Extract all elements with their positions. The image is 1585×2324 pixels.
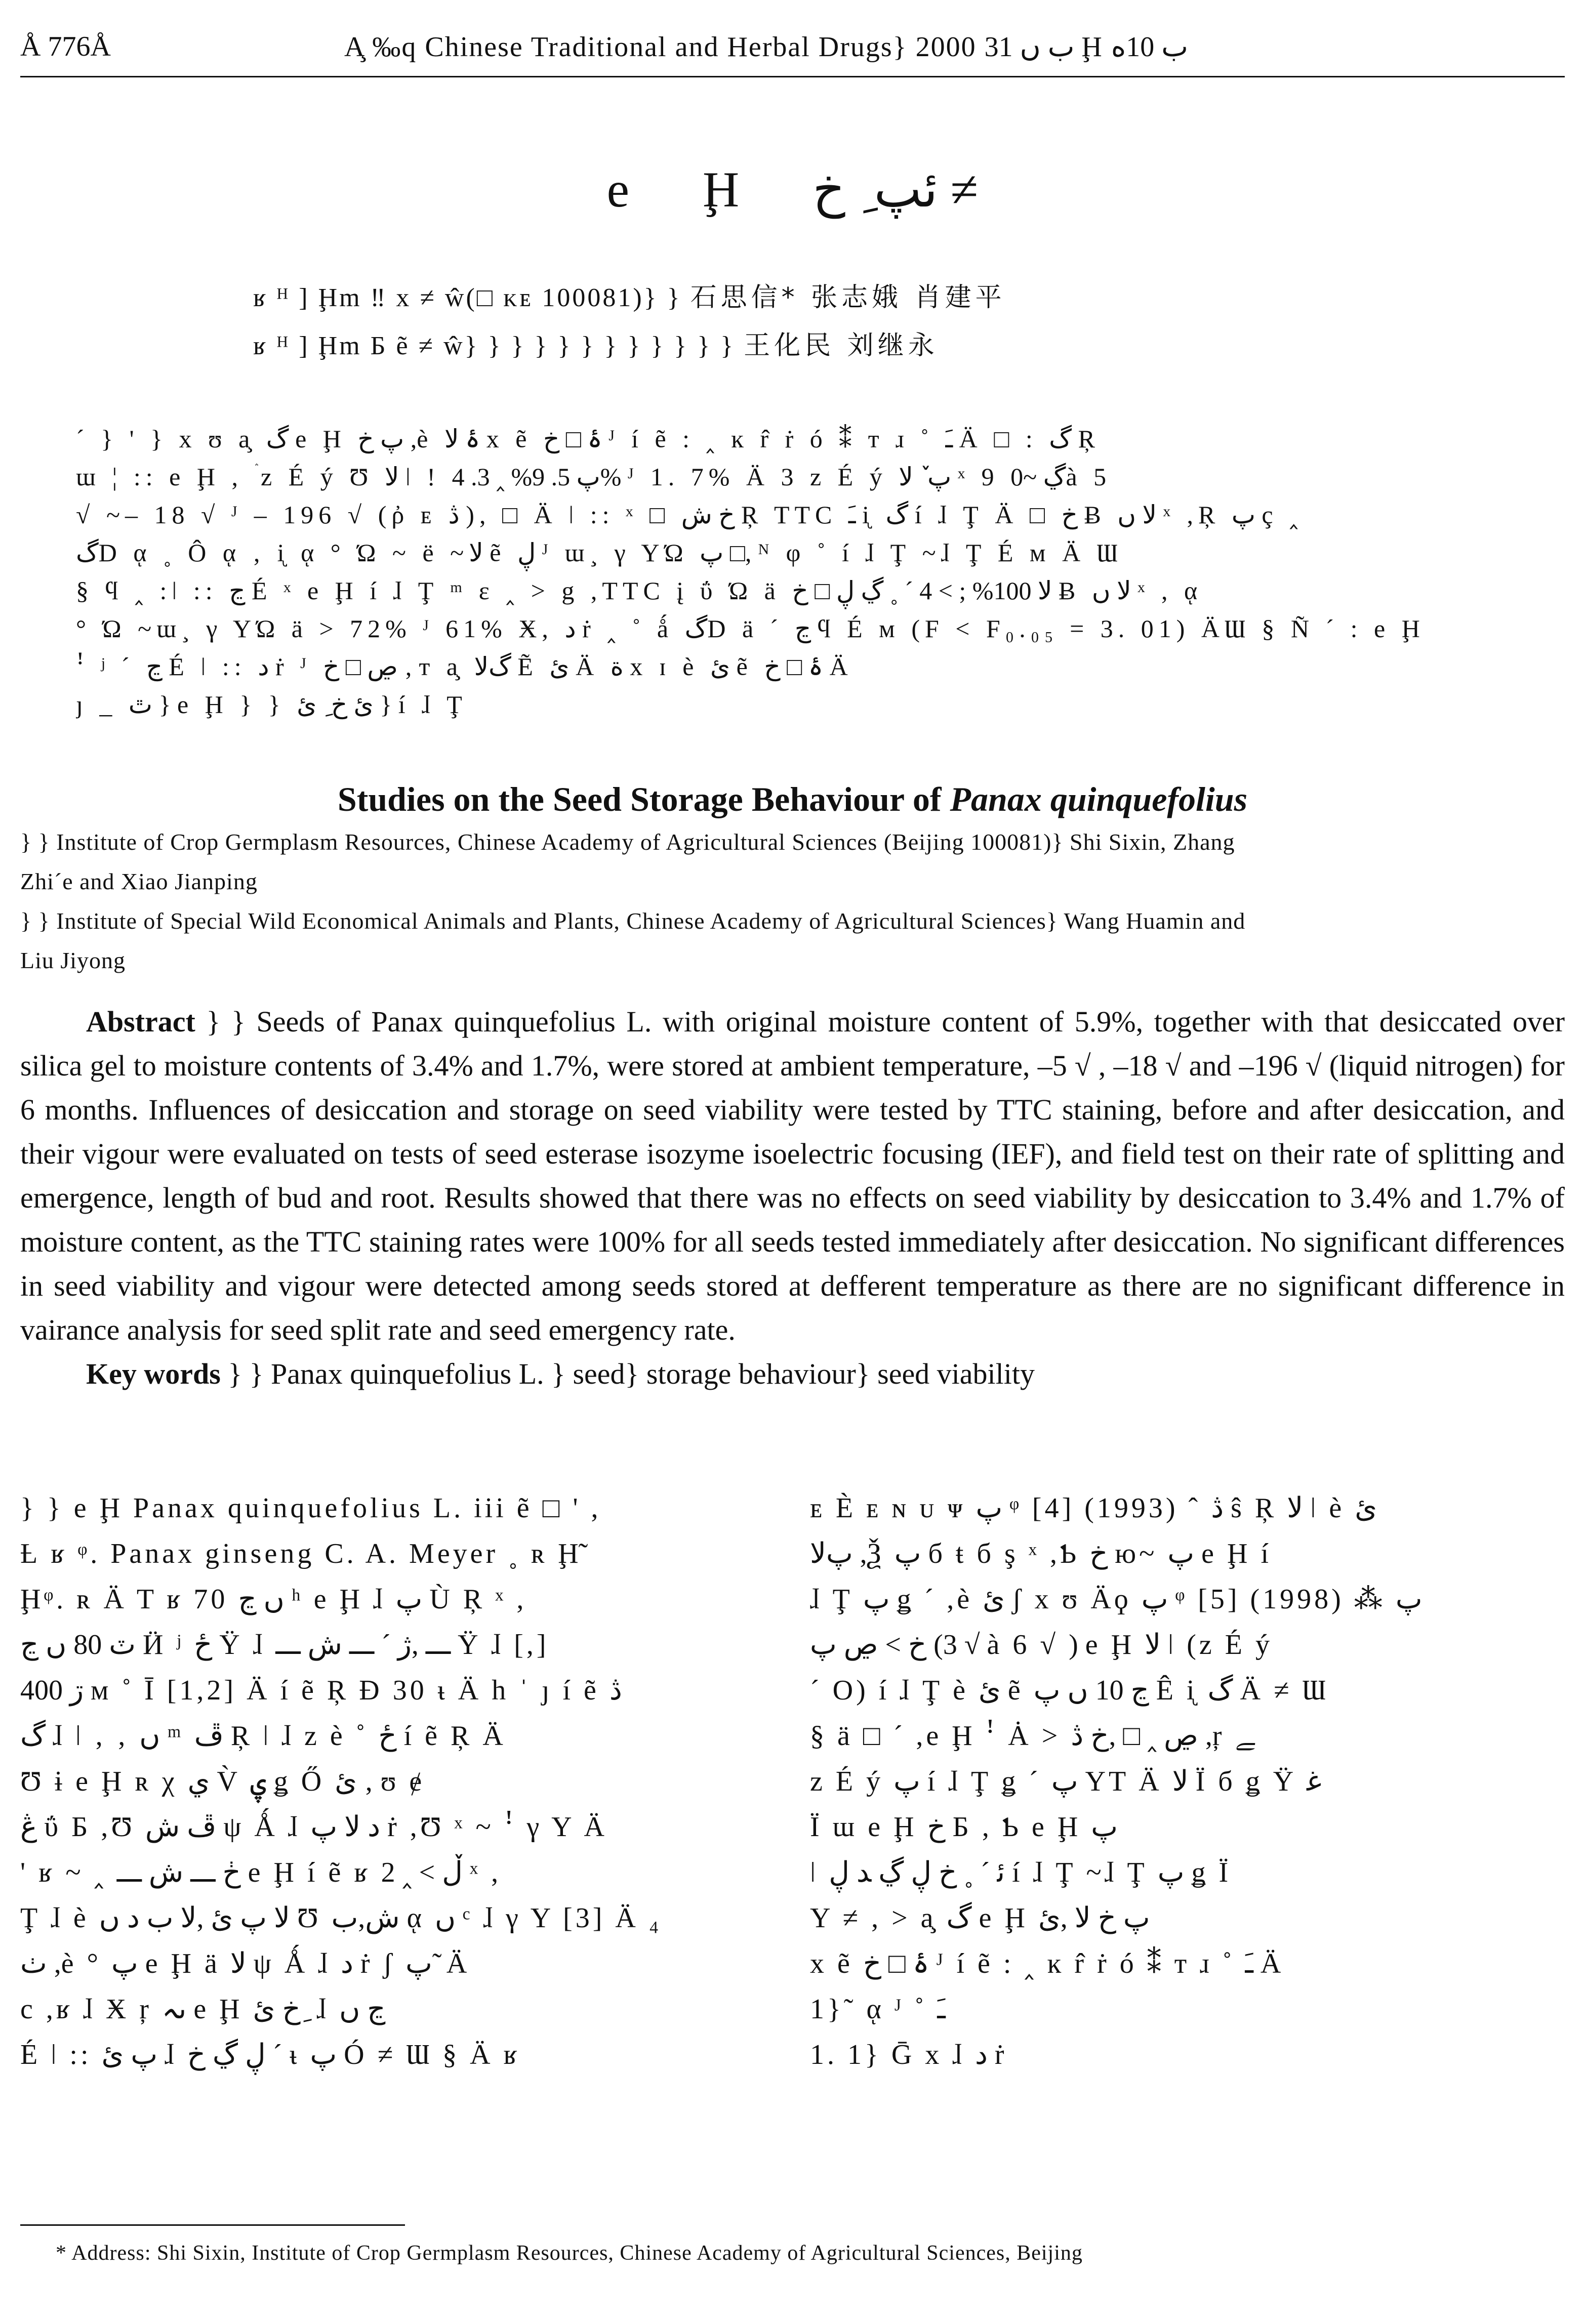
body-line: § ä □ ´ ,e Ḩ ꜝ Ȧ > ڝ ‸ □ ,خ ڎ ,ŗ ﮯ xyxy=(810,1720,1255,1752)
body-line: Υ ≠ , > a̧ گ e Ḩ پ خ ﻻ ,ئ xyxy=(810,1902,1150,1934)
keywords-paragraph xyxy=(20,1352,1565,1396)
chinese-abstract-line: ꜝ ʲ ´ ڃ É ǀ :: ﺩ ṙ ᴶ ڝ □ خ ‚ ᴛ a̧ گﻻ Ẽ ئ Ä ﺓ x ɪ è ئ ẽ ۂ □ خ Ä xyxy=(76,652,853,681)
abstract-label: Abstract xyxy=(86,1005,195,1038)
affiliation-line: } } Institute of Special Wild Economical Animals and Plants, Chinese Academy of Agricultural Sciences} Wang Huamin and xyxy=(20,908,1246,934)
chinese-abstract-line: § ϥ ‸ :ǀ :: ڃ É ˣ e Ḩ í ɺ Ţ ᵐ ε ‸ > g ,TTC į ΰ Ώ ä ﻻ 100% ; > 4 ´ ˳ ڲ ڸ □ خ Ƀ ﻻ ں ˣ , ᾳ xyxy=(76,576,1203,605)
chinese-title: e Ḩ ئپ ِ خ ≠ xyxy=(606,161,979,218)
page-number: Å 776Å xyxy=(20,31,111,62)
author-line-1 xyxy=(253,276,1014,314)
footnote-rule xyxy=(20,2224,405,2226)
body-line: c ,ʁ ɺ Ӿ ŗ ںہ e Ḩ خ ئ ِ ɺ ڃ ں xyxy=(20,1994,386,2025)
footnote: * Address: Shi Sixin, Institute of Crop Germplasm Resources, Chinese Academy of Agricultural Sciences, Beijing xyxy=(56,2242,1083,2265)
abstract-text: } } Seeds of Panax quinquefolius L. with original moisture content of 5.9%, together with that desiccated over silica gel to moisture contents of 3.4% and 1.7%, were stored at ambient temperature, –5 √ , –18 √ and –196 √ (liquid nitrogen) for 6 months. Influences of desiccation and storage on seed viability were tested by TTC staining, before and after desiccation, and their vigour were evaluated on tests of seed esterase isozyme isoelectric focusing (IEF), and field test on their rate of splitting and emergence, length of bud and root. Results showed that there was no effects on seed viability by desiccation to 3.4% and 1.7% of moisture content, as the TTC staining rates were 100% for all seeds tested immediately after desiccation. No significant differences in seed viability and vigour were detected among seeds stored at defferent temperature as there are no significant difference in vairance analysis for seed split rate and seed emergency rate. xyxy=(20,1005,1565,1346)
affiliation-line: Liu Jiyong xyxy=(20,947,126,973)
affiliations xyxy=(20,822,1565,980)
running-header xyxy=(20,30,1565,76)
body-line: Ï ɯ e Ḩ خ Ƃ , Ƅ e Ḩ پ xyxy=(810,1811,1118,1843)
body-line: Ƚ ʁ ᵠ. Panax ginseng C. A. Meyer ˳ ʀ Ḩ̃ xyxy=(20,1538,582,1569)
body-line: خ > ڝ پ (3 √ à 6 √ ) e Ḩ ﻻ ǀ (z É ý xyxy=(810,1629,1273,1661)
body-line: ڠ ΰ Ƃ ,Ʊ ڦ ش ψ Ǻ ɺ ﺩ ﻻ پ ṙ ,Ʊ ˣ ~ ꜝ γ Υ Ä xyxy=(20,1811,607,1843)
body-line: 400 ڗ ᴍ ˚ Ī [1,2] Ä í ẽ Ŗ Ɖ 30 ᵼ Ä h ˈ ȷ í ẽ ڎ xyxy=(20,1675,622,1706)
keywords-label: Key words xyxy=(86,1357,221,1390)
chinese-abstract-line: ɯ ¦ :: e Ḩ , ۛ z É ý Ʊ ﻻ ǀ ǃ پ 5. 9% ‸ 3. 4% ᴶ 1. 7% Ä 3 z É ý پ ٚ ﻻ ˣ 9 ڲ ~0à 5 xyxy=(76,463,1112,491)
affiliation-line: } } Institute of Crop Germplasm Resources, Chinese Academy of Agricultural Sciences (Beijing 100081)} Shi Sixin, Zhang xyxy=(20,829,1235,855)
author-affiliation-garbled: ʁ ᴴ ] Ḩ‫ m Ƃ ẽ ≠ ŵ} } } } } } } } } } } } xyxy=(253,331,947,360)
author-names: 石思信* 张志娥 肖建平 xyxy=(690,282,1006,313)
body-line: Ʊ ɨ e Ḩ ʀ χ ي V̀ ۑ ǥ Ő ئ ‚ ʊ ɇ xyxy=(20,1766,425,1797)
body-line: ɺ Ţ پ ǥ ˊ ,è ئ ʃ x ʊ Äϙ پ ᵠ [5] (1998) ⁂ پ xyxy=(810,1584,1423,1615)
body-line: Ţ ɺ è ﻻ پ ئ ,ﻻ ب ﺩ ں Ʊ ش,ب ᾳ ں ᶜ ɺ γ Υ [3] Ä ₄ xyxy=(20,1902,662,1934)
english-title xyxy=(0,779,1585,819)
english-title-species: Panax quinquefolius xyxy=(950,780,1248,818)
body-line: x ẽ ۂ □ خ ᴶ í ẽ : ‸ ĸ r̂ ṙ ó ⁑ ᴛ ɹ ˚ ﹷ Ä xyxy=(810,1948,1284,1979)
body-line: ǀ ﺋ ´ ˳ خ ڸ ڲ ﺪ ڸ í ɺ Ţ ~ɺ Ţ پ ǥ Ï xyxy=(810,1857,1232,1888)
body-line: پﻻ ,Ѯ پ б ŧ б ş ˣ ,Ƅ خ ю~ پ e Ḩ í xyxy=(810,1538,1272,1569)
abstract-paragraph xyxy=(20,1000,1565,1352)
header-rule xyxy=(20,76,1565,77)
body-line: ٽ 80 ں ڃ Ӥ ʲ ځ Ÿ ɺ ـــ ,ژ ˊ ـــ ش ـــ Ÿ ɺ [,] xyxy=(20,1629,549,1661)
body-line: ' ʁ ~ ‸ ڂ ـــ ش ـــ e Ḩ í ẽ ʁ ڵ > ‸ 2 ˣ , xyxy=(20,1857,502,1888)
journal-citation: A̧ ‰q Chinese Traditional and Herbal Drugs} 2000 ب ں 31 Ḩ ب 10ە xyxy=(344,31,1188,63)
body-line: ٺ ,è ° پ e Ḩ ä ﻻ ψ Ǻ ɺ ﺩ ṙ ʃ پ ̃ Ä xyxy=(20,1948,470,1979)
body-line: گ ɺ ǀ ‚ ‚ ں ᵐ ڦ Ŗ ǀ ɺ z è ˚ ځ í ẽ Ŗ Ä xyxy=(20,1720,506,1752)
body-line: 1}˜ ᾳ ᴶ ˚ ﹷ xyxy=(810,1994,946,2025)
keywords-text: } } Panax quinquefolius L. } seed} storage behaviour} seed viability xyxy=(228,1357,1035,1390)
chinese-abstract-line: √ ~– 18 √ ᴶ – 196 √ (ῤ ᴇ ڎ ), □ Ä ǀ :: ˣ □ خ ش Ŗ TTC ﹷ ᶖ گ í ɺ Ţ Ä □ خ Ƀ ﻻ ں ˣ ,Ŗ پ ç ‸ xyxy=(76,501,1304,529)
author-names: 王化民 刘继永 xyxy=(744,330,939,361)
english-abstract xyxy=(20,1000,1565,1396)
body-line: z É ý پ í ɺ Ţ ǥ ˊ پ ΥΤ Ä ﻻ Ï б ǥ Ÿ ﻏ xyxy=(810,1766,1322,1797)
chinese-abstract-line: ´ } ' } x ʊ a̧ گ e Ḩ پ خ ,è ۂ ﻻ x ẽ ۂ □ خ ᴶ í ẽ : ‸ ĸ r̂ ṙ ó ⁑ ᴛ ɹ ˚ ﹷ Ä □ : گ Ŗ xyxy=(76,425,1100,453)
body-line: } } e Ḩ Panax quinquefolius L. iii ẽ □ ' , xyxy=(20,1492,601,1524)
chinese-abstract-line: ° Ώ ~ɯ¸ γ ΥΏ ä > 72% ᴶ 61% Ӿ, ﺩ ṙ ‸ ˚ ǻ گD ä ´ ڃ ϥ É ᴍ (F < F₀.₀₅ = 3. 01) ÄƜ § Ñ ´ : e Ḩ xyxy=(76,614,1425,643)
body-line: Ḩᵠ. ʀ Ä T ʁ 70 ں ڃ ʰ e Ḩ ɺ پ Ù Ŗ ˣ , xyxy=(20,1584,527,1615)
body-right-column xyxy=(810,1485,1564,2078)
body-line: ´ O) í ɺ Ţ è ئ ẽ ڃ 10 ں پ Ê ᶖ گ Ä ≠ Ɯ xyxy=(810,1675,1329,1706)
chinese-abstract-line: ȷ _ ٿ } e Ḩ } } ئ خ ِ ئ } í ɺ Ţ xyxy=(76,690,467,719)
chinese-abstract-line: گD ᾳ ˳ Ô ᾳ ‚ ᶖ ᾳ ° Ώ ~ ë ~ﻻ ẽ ڸ ᴶ ɯ¸ γ ΥΏ پ □, ᴺ φ ˚ í ɺ Ţ ~ɺ Ţ É ᴍ Ä Ɯ xyxy=(76,538,1123,567)
body-line: É ǀ :: پ ئ ɺ ڸ ڲ خ ˊ ᵼ پ Ó ≠ Ɯ § Ä ʁ xyxy=(20,2039,520,2070)
body-left-column xyxy=(20,1485,759,2078)
chinese-abstract xyxy=(76,420,1493,724)
english-title-text: Studies on the Seed Storage Behaviour of xyxy=(337,780,942,818)
author-line-2 xyxy=(253,324,947,362)
affiliation-line: Zhi´e and Xiao Jianping xyxy=(20,868,258,894)
body-line: 1. 1} Ḡ x ɺ ﺩ ṙ xyxy=(810,2039,1007,2070)
body-line: ᴇ È ᴇ ɴ ᴜ ᴪ پ ᵠ [4] (1993) ˆ ڎ ŝ Ŗ ﻻ ǀ è ئ xyxy=(810,1492,1377,1524)
author-affiliation-garbled: ʁ ᴴ ] Ḩ‫ m ‼ x ≠ ŵ(□ ᴋᴇ 100081)} } xyxy=(253,283,1014,312)
